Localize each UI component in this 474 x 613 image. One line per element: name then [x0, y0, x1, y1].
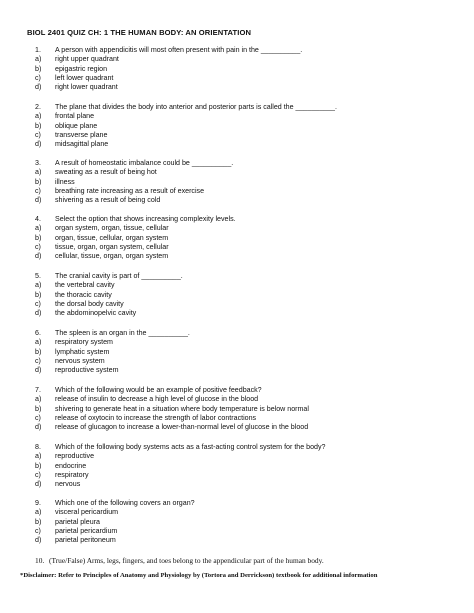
option-text: the vertebral cavity	[55, 281, 115, 290]
option-letter: c)	[35, 130, 41, 139]
option-text: shivering to generate heat in a situation where body temperature is below normal	[55, 404, 309, 413]
option-text: reproductive system	[55, 366, 119, 375]
option-letter: c)	[35, 186, 41, 195]
question-text: Select the option that shows increasing complexity levels.	[55, 215, 236, 223]
answer-option	[35, 122, 455, 131]
option-text: organ system, organ, tissue, cellular	[55, 224, 169, 233]
option-letter: a)	[35, 168, 42, 177]
question-stem	[35, 46, 455, 55]
answer-option	[35, 480, 455, 489]
option-letter: b)	[35, 347, 42, 356]
option-text: left lower quadrant	[55, 73, 114, 82]
answer-option	[35, 423, 455, 432]
option-text: cellular, tissue, organ, organ system	[55, 252, 169, 261]
option-letter: a)	[35, 395, 42, 404]
answer-option	[35, 74, 455, 83]
question-text: The spleen is an organ in the __________.	[55, 329, 190, 337]
question-text: The plane that divides the body into anterior and posterior parts is called the __________.	[55, 103, 337, 111]
question-text: The cranial cavity is part of __________.	[55, 272, 183, 280]
option-text: right lower quadrant	[55, 83, 118, 92]
option-text: organ, tissue, cellular, organ system	[55, 233, 169, 242]
option-text: nervous	[55, 480, 81, 489]
option-text: oblique plane	[55, 121, 98, 130]
option-letter: c)	[35, 526, 41, 535]
answer-option	[35, 83, 455, 92]
option-text: sweating as a result of being hot	[55, 168, 157, 177]
answer-option	[35, 471, 455, 480]
question-stem	[35, 556, 455, 565]
option-letter: d)	[35, 423, 42, 432]
question-6	[35, 329, 455, 375]
option-letter: a)	[35, 224, 42, 233]
disclaimer-text: *Disclaimer: Refer to Principles of Anatomy and Physiology by (Tortora and Derrickson) textbook for additional information	[20, 572, 378, 579]
option-text: breathing rate increasing as a result of exercise	[55, 186, 205, 195]
answer-option	[35, 187, 455, 196]
option-letter: b)	[35, 404, 42, 413]
question-text: A person with appendicitis will most often present with pain in the __________.	[55, 46, 303, 54]
question-7	[35, 386, 455, 432]
option-text: nervous system	[55, 356, 105, 365]
option-letter: d)	[35, 196, 42, 205]
option-text: visceral pericardium	[55, 508, 119, 517]
question-stem	[35, 386, 455, 395]
option-letter: c)	[35, 356, 41, 365]
question-4	[35, 215, 455, 261]
option-text: the thoracic cavity	[55, 290, 112, 299]
answer-option	[35, 309, 455, 318]
answer-option	[35, 405, 455, 414]
option-text: frontal plane	[55, 112, 95, 121]
answer-option	[35, 55, 455, 64]
page-title: BIOL 2401 QUIZ CH: 1 THE HUMAN BODY: AN ORIENTATION	[27, 28, 252, 37]
option-letter: c)	[35, 242, 41, 251]
answer-option	[35, 178, 455, 187]
answer-option	[35, 252, 455, 261]
answer-option	[35, 518, 455, 527]
option-letter: d)	[35, 366, 42, 375]
answer-option	[35, 281, 455, 290]
question-3	[35, 159, 455, 205]
option-letter: d)	[35, 83, 42, 92]
option-text: transverse plane	[55, 130, 108, 139]
option-text: epigastric region	[55, 64, 108, 73]
option-letter: a)	[35, 452, 42, 461]
answer-option	[35, 234, 455, 243]
option-letter: b)	[35, 64, 42, 73]
option-letter: b)	[35, 461, 42, 470]
option-text: right upper quadrant	[55, 55, 119, 64]
answer-option	[35, 168, 455, 177]
question-5	[35, 272, 455, 318]
answer-option	[35, 196, 455, 205]
option-text: respiratory	[55, 470, 89, 479]
question-number: 8.	[35, 443, 41, 451]
answer-option	[35, 508, 455, 517]
option-letter: a)	[35, 281, 42, 290]
question-stem	[35, 272, 455, 281]
option-text: release of oxytocin to increase the strength of labor contractions	[55, 413, 257, 422]
question-stem	[35, 329, 455, 338]
option-letter: a)	[35, 508, 42, 517]
option-text: respiratory system	[55, 338, 113, 347]
option-text: parietal pleura	[55, 517, 100, 526]
answer-option	[35, 131, 455, 140]
option-text: endocrine	[55, 461, 87, 470]
option-text: shivering as a result of being cold	[55, 196, 161, 205]
option-text: illness	[55, 177, 75, 186]
question-number: 4.	[35, 215, 41, 223]
question-number: 2.	[35, 103, 41, 111]
question-number: 1.	[35, 46, 41, 54]
answer-option	[35, 357, 455, 366]
option-text: midsagittal plane	[55, 140, 109, 149]
question-text: Which of the following body systems acts as a fast-acting control system for the body?	[55, 443, 326, 451]
question-1	[35, 46, 455, 92]
question-number: 10.	[35, 556, 45, 565]
question-text: (True/False) Arms, legs, fingers, and toes belong to the appendicular part of the human body.	[49, 556, 324, 565]
answer-option	[35, 395, 455, 404]
question-number: 9.	[35, 499, 41, 507]
question-number: 6.	[35, 329, 41, 337]
option-letter: c)	[35, 299, 41, 308]
option-letter: d)	[35, 480, 42, 489]
option-text: release of insulin to decrease a high level of glucose in the blood	[55, 395, 259, 404]
option-letter: a)	[35, 338, 42, 347]
option-text: lymphatic system	[55, 347, 110, 356]
question-2	[35, 103, 455, 149]
question-text: A result of homeostatic imbalance could be __________.	[55, 159, 234, 167]
answer-option	[35, 65, 455, 74]
question-stem	[35, 443, 455, 452]
question-stem	[35, 215, 455, 224]
question-stem	[35, 499, 455, 508]
answer-option	[35, 112, 455, 121]
question-number: 7.	[35, 386, 41, 394]
question-number: 5.	[35, 272, 41, 280]
question-8	[35, 443, 455, 489]
option-letter: c)	[35, 470, 41, 479]
answer-option	[35, 536, 455, 545]
option-text: the dorsal body cavity	[55, 299, 124, 308]
option-letter: b)	[35, 517, 42, 526]
question-9	[35, 499, 455, 545]
option-letter: b)	[35, 121, 42, 130]
option-letter: d)	[35, 140, 42, 149]
answer-option	[35, 348, 455, 357]
option-letter: b)	[35, 290, 42, 299]
option-text: parietal pericardium	[55, 526, 118, 535]
option-letter: c)	[35, 73, 41, 82]
question-10	[35, 556, 455, 565]
answer-option	[35, 462, 455, 471]
answer-option	[35, 224, 455, 233]
option-letter: b)	[35, 177, 42, 186]
answer-option	[35, 366, 455, 375]
option-text: tissue, organ, organ system, cellular	[55, 242, 169, 251]
answer-option	[35, 300, 455, 309]
question-number: 3.	[35, 159, 41, 167]
answer-option	[35, 414, 455, 423]
question-text: Which of the following would be an example of positive feedback?	[55, 386, 262, 394]
question-stem	[35, 103, 455, 112]
option-letter: d)	[35, 309, 42, 318]
answer-option	[35, 291, 455, 300]
option-text: the abdominopelvic cavity	[55, 309, 137, 318]
option-text: release of glucagon to increase a lower-than-normal level of glucose in the blood	[55, 423, 309, 432]
option-letter: d)	[35, 536, 42, 545]
option-letter: c)	[35, 413, 41, 422]
answer-option	[35, 452, 455, 461]
answer-option	[35, 140, 455, 149]
answer-option	[35, 338, 455, 347]
option-letter: a)	[35, 55, 42, 64]
question-stem	[35, 159, 455, 168]
option-letter: b)	[35, 233, 42, 242]
option-text: parietal peritoneum	[55, 536, 116, 545]
option-letter: d)	[35, 252, 42, 261]
question-text: Which one of the following covers an organ?	[55, 499, 195, 507]
option-letter: a)	[35, 112, 42, 121]
answer-option	[35, 527, 455, 536]
option-text: reproductive	[55, 452, 95, 461]
answer-option	[35, 243, 455, 252]
